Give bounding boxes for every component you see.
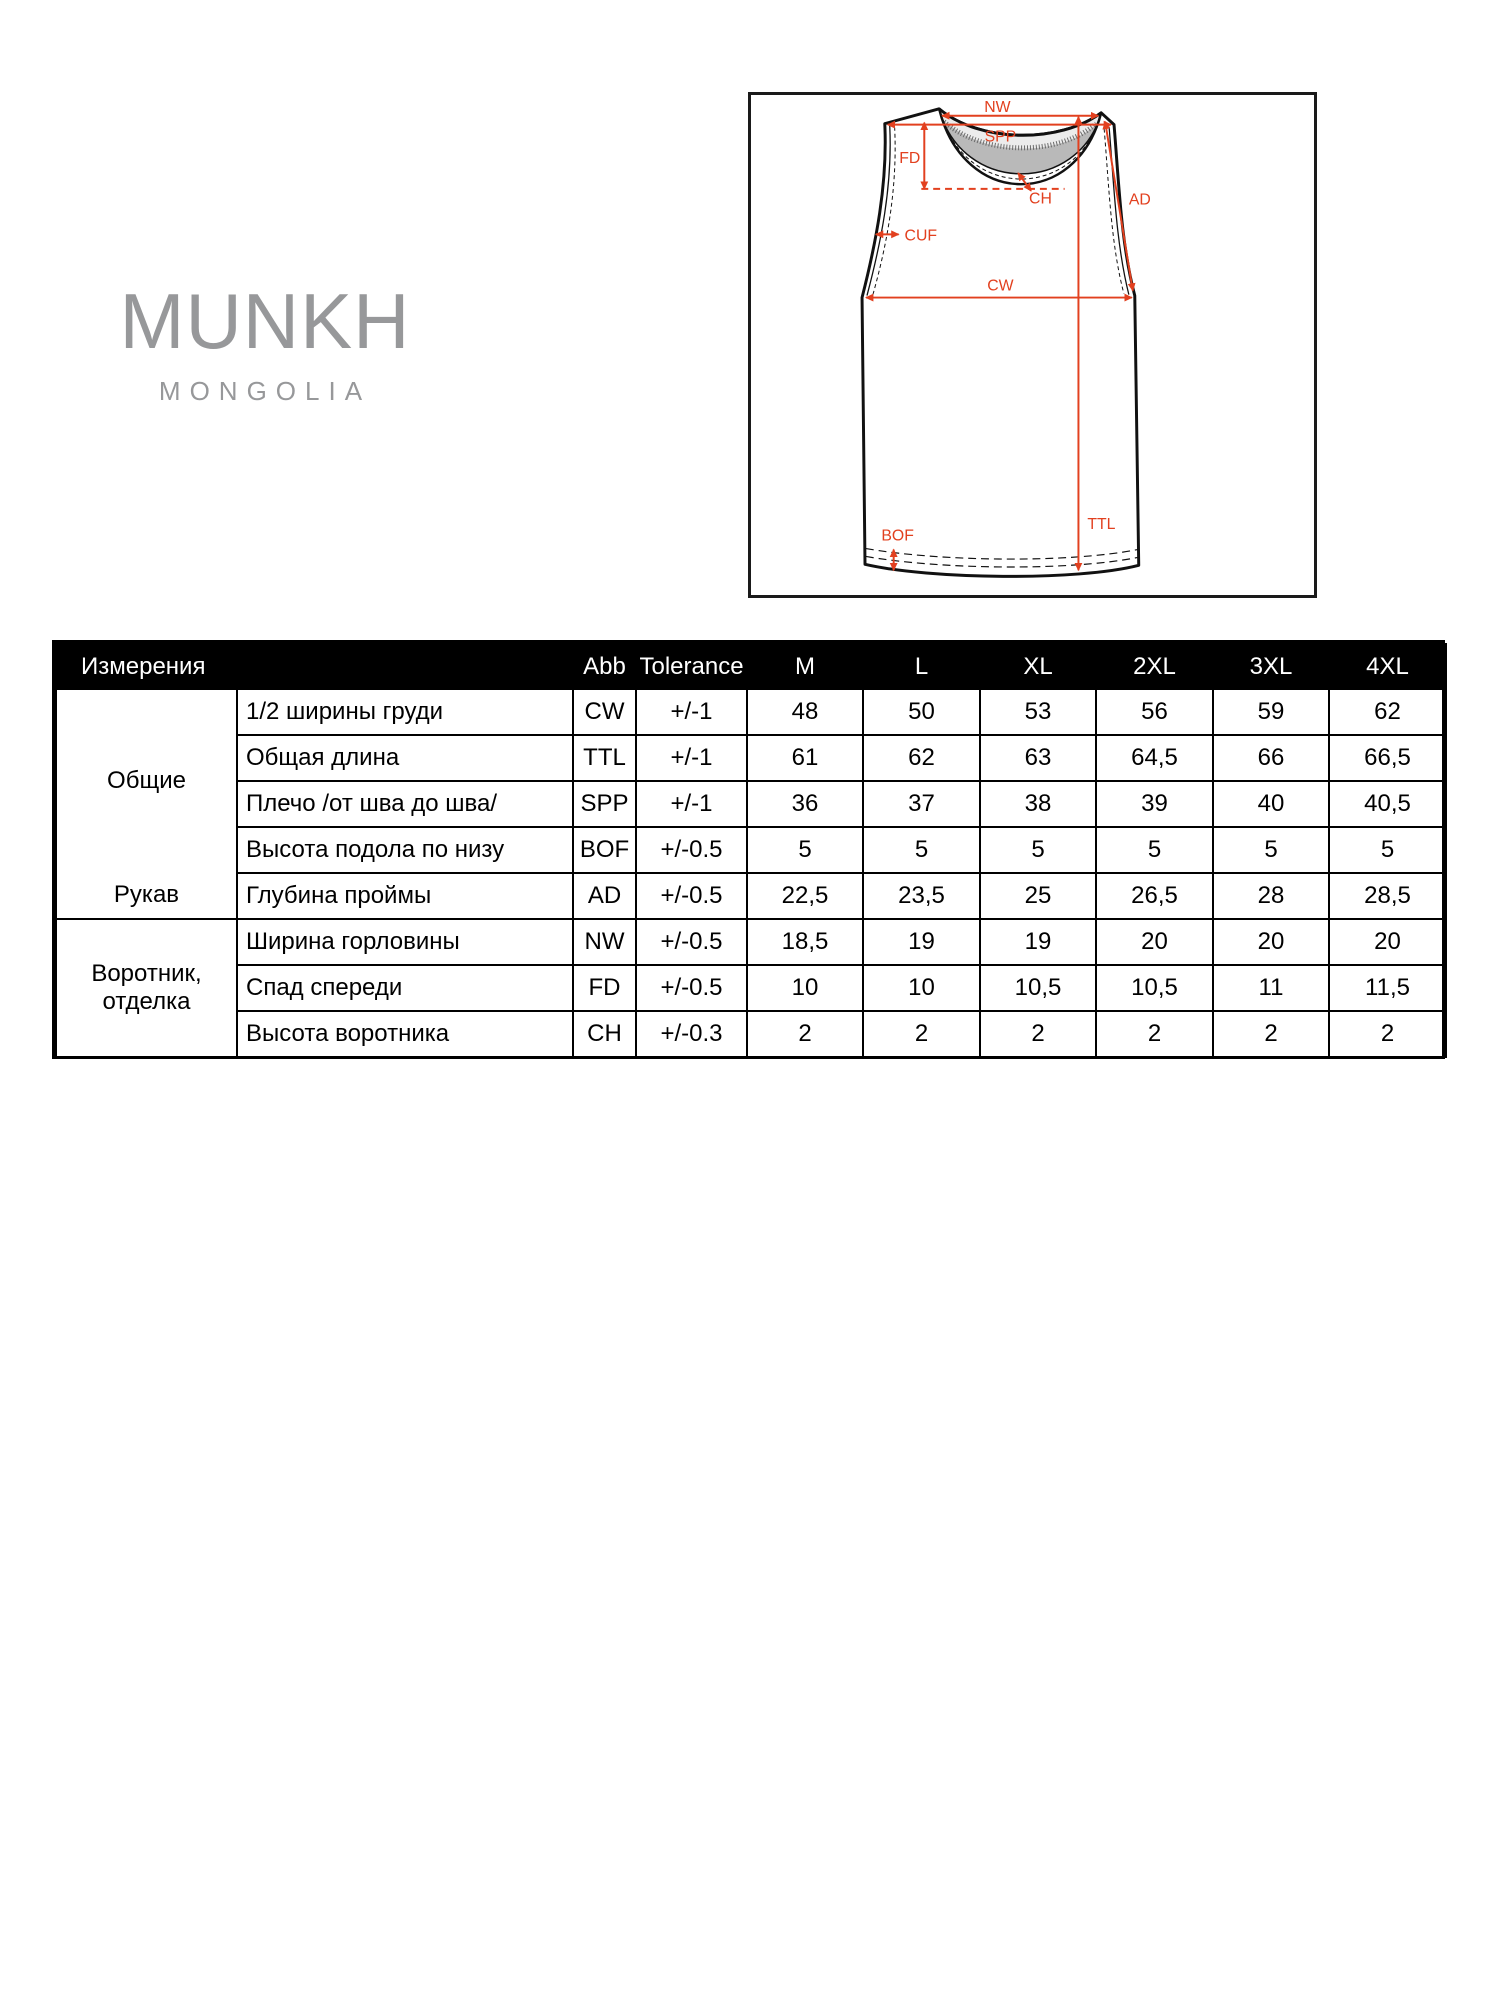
cell-size-value-2xl: 56 xyxy=(1096,689,1213,735)
size-table xyxy=(55,643,1447,1058)
cell-measurement-name: Спад спереди xyxy=(237,965,573,1011)
cell-size-value-l: 19 xyxy=(863,919,980,965)
brand-logo xyxy=(105,277,425,407)
cell-size-value-3xl: 59 xyxy=(1213,689,1329,735)
group-label-sleeve: Рукав xyxy=(113,881,180,909)
cell-size-value-2xl: 5 xyxy=(1096,827,1213,873)
cuf-label: CUF xyxy=(904,227,938,245)
cell-size-value-m: 48 xyxy=(747,689,863,735)
cell-size-value-3xl: 2 xyxy=(1213,1011,1329,1057)
table-row xyxy=(56,873,1446,919)
cell-size-value-m: 5 xyxy=(747,827,863,873)
cell-size-value-m: 22,5 xyxy=(747,873,863,919)
cell-size-value-3xl: 28 xyxy=(1213,873,1329,919)
cell-size-value-m: 2 xyxy=(747,1011,863,1057)
cell-measurement-name: Высота подола по низу xyxy=(237,827,573,873)
cell-tolerance: +/-1 xyxy=(636,781,747,827)
cell-abbreviation: SPP xyxy=(573,781,636,827)
cell-tolerance: +/-0.5 xyxy=(636,919,747,965)
cell-size-value-4xl: 11,5 xyxy=(1329,965,1446,1011)
cell-size-value-xl: 63 xyxy=(980,735,1096,781)
cell-abbreviation: FD xyxy=(573,965,636,1011)
cell-size-value-3xl: 5 xyxy=(1213,827,1329,873)
cell-measurement-name: 1/2 ширины груди xyxy=(237,689,573,735)
cell-abbreviation: CW xyxy=(573,689,636,735)
cell-size-value-xl: 10,5 xyxy=(980,965,1096,1011)
cw-label: CW xyxy=(987,277,1014,295)
col-header-measurements: Измерения xyxy=(56,644,573,689)
col-header-size-4xl: 4XL xyxy=(1329,644,1446,689)
cell-size-value-2xl: 39 xyxy=(1096,781,1213,827)
group-cell-collar: Воротник, отделка xyxy=(56,919,237,1057)
cell-abbreviation: CH xyxy=(573,1011,636,1057)
cell-size-value-2xl: 10,5 xyxy=(1096,965,1213,1011)
cell-tolerance: +/-1 xyxy=(636,735,747,781)
cell-measurement-name: Глубина проймы xyxy=(237,873,573,919)
cell-size-value-2xl: 20 xyxy=(1096,919,1213,965)
cell-size-value-4xl: 5 xyxy=(1329,827,1446,873)
cell-abbreviation: TTL xyxy=(573,735,636,781)
cell-measurement-name: Ширина горловины xyxy=(237,919,573,965)
cell-size-value-4xl: 2 xyxy=(1329,1011,1446,1057)
cell-size-value-xl: 38 xyxy=(980,781,1096,827)
col-header-tolerance: Tolerance xyxy=(636,644,747,689)
cell-size-value-l: 2 xyxy=(863,1011,980,1057)
cell-size-value-4xl: 28,5 xyxy=(1329,873,1446,919)
cell-size-value-3xl: 66 xyxy=(1213,735,1329,781)
cell-tolerance: +/-1 xyxy=(636,689,747,735)
tank-top-diagram xyxy=(748,92,1317,598)
cell-size-value-m: 18,5 xyxy=(747,919,863,965)
col-header-size-l: L xyxy=(863,644,980,689)
cell-size-value-xl: 25 xyxy=(980,873,1096,919)
group-label-general: Общие xyxy=(107,767,186,795)
table-row xyxy=(56,919,1446,965)
cell-size-value-2xl: 26,5 xyxy=(1096,873,1213,919)
table-row xyxy=(56,1011,1446,1057)
cell-abbreviation: NW xyxy=(573,919,636,965)
col-header-size-xl: XL xyxy=(980,644,1096,689)
cell-size-value-m: 61 xyxy=(747,735,863,781)
col-header-size-m: M xyxy=(747,644,863,689)
cell-size-value-2xl: 2 xyxy=(1096,1011,1213,1057)
brand-name: MUNKH xyxy=(119,277,411,365)
cell-size-value-l: 10 xyxy=(863,965,980,1011)
cell-tolerance: +/-0.3 xyxy=(636,1011,747,1057)
group-cell-general-sleeve xyxy=(56,689,237,919)
cell-size-value-2xl: 64,5 xyxy=(1096,735,1213,781)
table-row xyxy=(56,965,1446,1011)
table-row xyxy=(56,689,1446,735)
fd-label: FD xyxy=(899,150,921,168)
bof-label: BOF xyxy=(881,527,914,545)
spp-label: SPP xyxy=(984,128,1017,146)
col-header-size-2xl: 2XL xyxy=(1096,644,1213,689)
cell-size-value-l: 5 xyxy=(863,827,980,873)
cell-size-value-4xl: 66,5 xyxy=(1329,735,1446,781)
ad-label: AD xyxy=(1128,191,1151,209)
cell-tolerance: +/-0.5 xyxy=(636,965,747,1011)
cell-size-value-l: 62 xyxy=(863,735,980,781)
cell-measurement-name: Плечо /от шва до шва/ xyxy=(237,781,573,827)
cell-measurement-name: Высота воротника xyxy=(237,1011,573,1057)
table-row xyxy=(56,781,1446,827)
cell-size-value-xl: 19 xyxy=(980,919,1096,965)
tank-top-sketch xyxy=(751,95,1314,595)
cell-measurement-name: Общая длина xyxy=(237,735,573,781)
cell-size-value-3xl: 20 xyxy=(1213,919,1329,965)
cell-size-value-l: 50 xyxy=(863,689,980,735)
cell-tolerance: +/-0.5 xyxy=(636,827,747,873)
cell-abbreviation: BOF xyxy=(573,827,636,873)
cell-tolerance: +/-0.5 xyxy=(636,873,747,919)
cell-abbreviation: AD xyxy=(573,873,636,919)
cell-size-value-xl: 5 xyxy=(980,827,1096,873)
cell-size-value-l: 23,5 xyxy=(863,873,980,919)
cell-size-value-3xl: 11 xyxy=(1213,965,1329,1011)
brand-subtitle: MONGOLIA xyxy=(158,376,372,406)
cell-size-value-l: 37 xyxy=(863,781,980,827)
nw-label: NW xyxy=(984,98,1011,116)
cell-size-value-m: 10 xyxy=(747,965,863,1011)
table-header-row xyxy=(56,644,1446,689)
cell-size-value-xl: 53 xyxy=(980,689,1096,735)
table-row xyxy=(56,827,1446,873)
col-header-abb: Abb xyxy=(573,644,636,689)
cell-size-value-xl: 2 xyxy=(980,1011,1096,1057)
cell-size-value-4xl: 62 xyxy=(1329,689,1446,735)
cell-size-value-4xl: 20 xyxy=(1329,919,1446,965)
cell-size-value-m: 36 xyxy=(747,781,863,827)
cell-size-value-3xl: 40 xyxy=(1213,781,1329,827)
col-header-size-3xl: 3XL xyxy=(1213,644,1329,689)
table-row xyxy=(56,735,1446,781)
ttl-label: TTL xyxy=(1087,515,1116,533)
cell-size-value-4xl: 40,5 xyxy=(1329,781,1446,827)
ch-label: CH xyxy=(1029,190,1052,208)
